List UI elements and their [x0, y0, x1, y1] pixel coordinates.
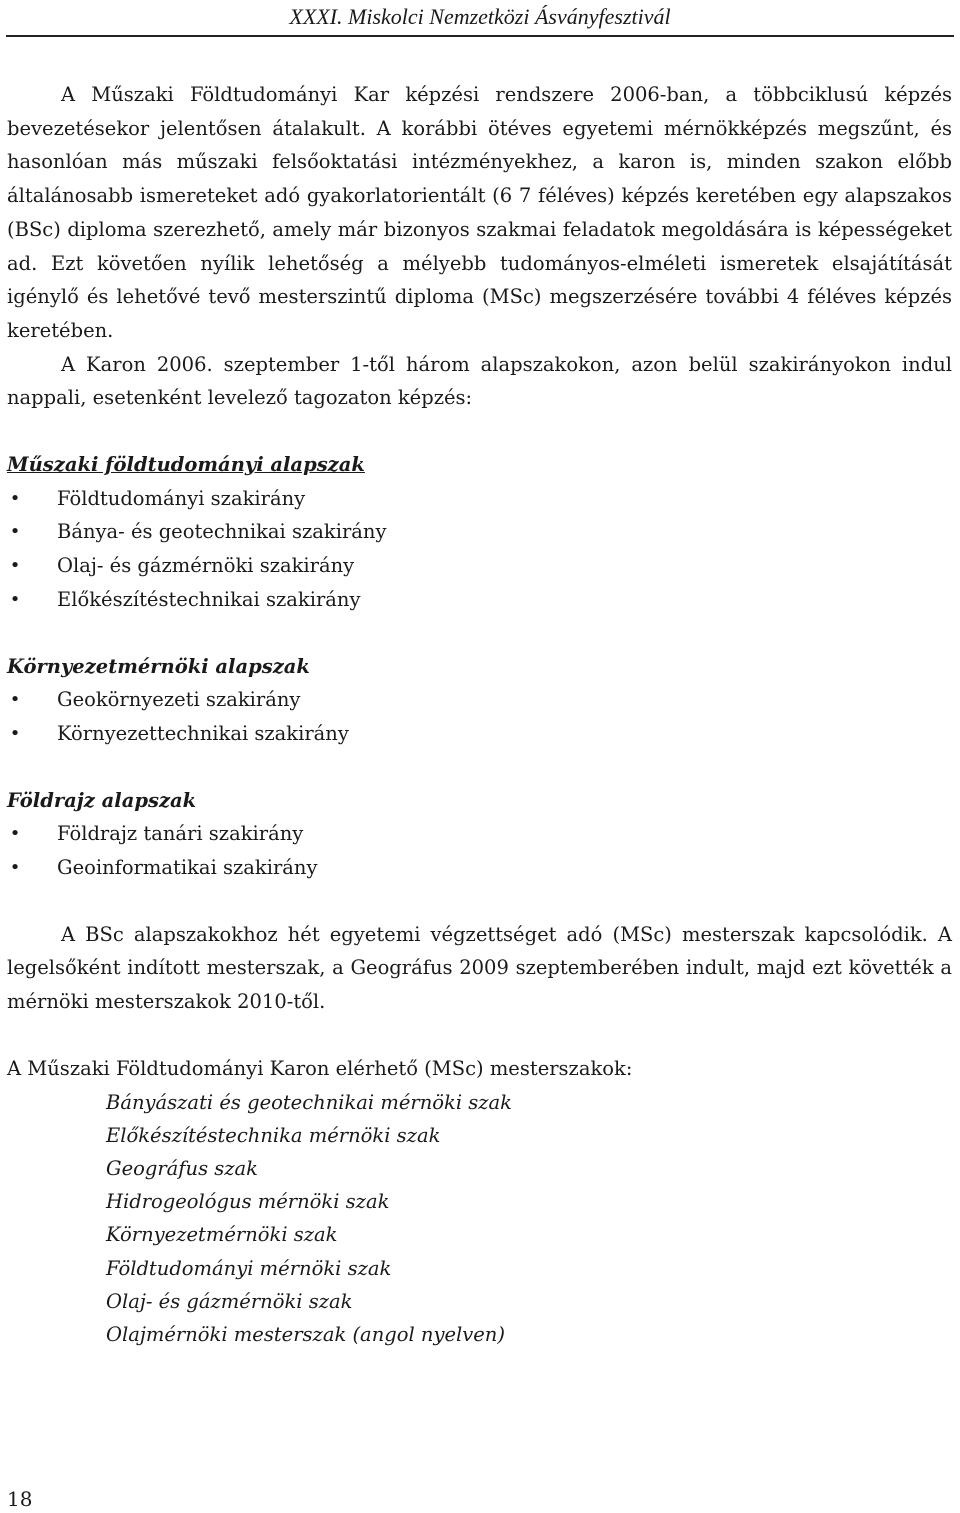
bullet-icon: •	[9, 588, 21, 610]
list-item	[7, 482, 952, 516]
bullet-icon: •	[9, 857, 21, 879]
section-title-kornyezet: Környezetmérnöki alapszak	[7, 654, 310, 678]
msc-list-title: A Műszaki Földtudományi Karon elérhető (MSc) mesterszakok:	[7, 1056, 633, 1080]
spacer	[7, 415, 952, 448]
list-item-label: Földtudományi szakirány	[57, 486, 306, 510]
msc-list-item: Hidrogeológus mérnöki szak	[106, 1190, 390, 1214]
spacer	[7, 751, 952, 784]
msc-list-item: Olaj- és gázmérnöki szak	[106, 1289, 353, 1313]
msc-intro-paragraph: A BSc alapszakokhoz hét egyetemi végzettséget adó (MSc) mesterszak kapcsolódik. A legelsőként indított mesterszak, a Geográfus 2009 szeptemberében indult, majd ezt követték a mérnöki mesterszakok 2010-től.	[7, 922, 952, 1014]
header-title: XXXI. Miskolci Nemzetközi Ásványfesztivál	[289, 4, 671, 29]
section-title-muszaki: Műszaki földtudományi alapszak	[7, 453, 365, 477]
list-item-label: Bánya- és geotechnikai szakirány	[57, 520, 387, 544]
msc-list-item: Földtudományi mérnöki szak	[106, 1256, 392, 1280]
msc-list	[7, 1086, 952, 1352]
list-item	[7, 515, 952, 549]
spacer	[7, 617, 952, 650]
list-item-label: Előkészítéstechnikai szakirány	[57, 587, 361, 611]
page-number: 18	[7, 1487, 33, 1511]
list-item	[7, 717, 952, 751]
bullet-icon: •	[9, 521, 21, 543]
bullet-icon: •	[9, 823, 21, 845]
list-item-label: Olaj- és gázmérnöki szakirány	[57, 554, 355, 578]
list-item	[7, 683, 952, 717]
list-item-label: Földrajz tanári szakirány	[57, 822, 304, 846]
msc-list-item: Környezetmérnöki szak	[106, 1223, 338, 1247]
spacer	[7, 1019, 952, 1052]
bullet-icon: •	[9, 487, 21, 509]
msc-list-item: Bányászati és geotechnikai mérnöki szak	[106, 1090, 512, 1114]
bullet-list-muszaki	[7, 482, 952, 617]
list-item	[7, 817, 952, 851]
header-rule	[6, 35, 954, 37]
list-item-label: Geokörnyezeti szakirány	[57, 688, 301, 712]
bullet-list-kornyezet	[7, 683, 952, 750]
section-title-foldrajz: Földrajz alapszak	[7, 788, 197, 812]
list-item-label: Geoinformatikai szakirány	[57, 856, 318, 880]
list-item	[7, 583, 952, 617]
page-content	[7, 78, 952, 1351]
spacer	[7, 885, 952, 918]
intro-paragraph-2: A Karon 2006. szeptember 1-től három alapszakokon, azon belül szakirányokon indul nappali, esetenként levelező tagozaton képzés:	[7, 352, 952, 410]
bullet-icon: •	[9, 689, 21, 711]
msc-list-item: Olajmérnöki mesterszak (angol nyelven)	[106, 1323, 505, 1346]
list-item	[7, 549, 952, 583]
intro-paragraph-1: A Műszaki Földtudományi Kar képzési rendszere 2006-ban, a többciklusú képzés bevezetésekor jelentősen átalakult. A korábbi ötéves egyetemi mérnökképzés megszűnt, és hasonlóan más műszaki felsőoktatási intézményekhez, a karon is, minden szakon előbb általánosabb ismereteket adó gyakorlatorientált (6 7 féléves) képzés keretében egy alapszakos (BSc) diploma szerezhető, amely már bizonyos szakmai feladatok megoldására is képességeket ad. Ezt követően nyílik lehetőség a mélyebb tudományos-elméleti ismeretek elsajátítását igénylő és lehetővé tevő mesterszintű diploma (MSc) megszerzésére további 4 féléves képzés keretében.	[7, 83, 952, 342]
running-header	[0, 0, 960, 36]
bullet-icon: •	[9, 555, 21, 577]
msc-list-item: Geográfus szak	[106, 1156, 258, 1180]
msc-list-item: Előkészítéstechnika mérnöki szak	[106, 1123, 441, 1147]
list-item-label: Környezettechnikai szakirány	[57, 721, 349, 745]
list-item	[7, 851, 952, 885]
bullet-list-foldrajz	[7, 817, 952, 884]
bullet-icon: •	[9, 722, 21, 744]
